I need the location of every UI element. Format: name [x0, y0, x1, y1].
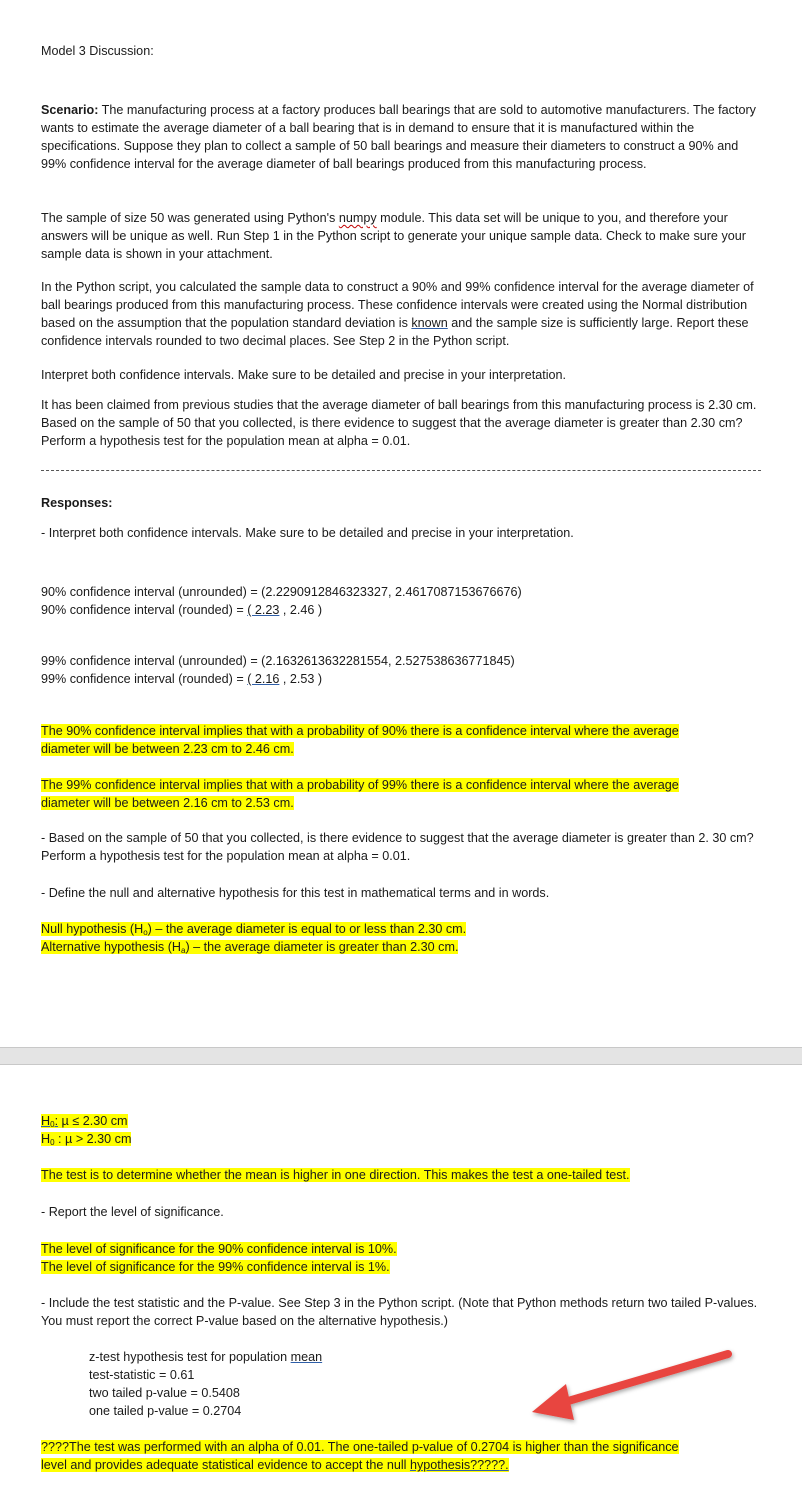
annotation-arrow-icon: [520, 1340, 740, 1430]
ci90-rounded-rest: , 2.46 ): [279, 603, 323, 617]
question-test-statistic: - Include the test statistic and the P-value. See Step 3 in the Python script. (Note that Python methods return two tailed P-values. You must report the correct P-value based on the alternative hypothesis.): [41, 1296, 758, 1328]
claim-paragraph: It has been claimed from previous studies that the average diameter of ball bearings from this manufacturing process is 2.30 cm. Based on the sample of 50 that you collected, is there evidence to suggest that the average diameter is greater than 2.30 cm? Perform a hypothesis test for the population mean at alpha = 0.01.: [41, 398, 757, 448]
ci99-rounded-rest: , 2.53 ): [279, 672, 323, 686]
question-evidence: - Based on the sample of 50 that you collected, is there evidence to suggest that the average diameter is greater than 2. 30 cm? Perform a hypothesis test for the population mean at alpha = 0.01.: [41, 831, 754, 863]
ci90-rounded-low: ( 2.23: [247, 603, 280, 617]
significance-answer: [41, 1240, 761, 1276]
z-test-title: z-test hypothesis test for population mean: [89, 1350, 323, 1364]
sig99-line: The level of significance for the 99% confidence interval is 1%.: [41, 1260, 390, 1274]
doc-heading: Model 3 Discussion:: [41, 44, 154, 58]
script-text-a: In the Python script, you calculated the sample data to construct a 90% and 99% confidence interval for the average diameter of ball bearings produced from this manufacturing process. These confidence intervals were created using the Normal distribution based on the assumption that the population standard deviation is: [41, 280, 754, 330]
ci90-unrounded: 90% confidence interval (unrounded) = (2.2290912846323327, 2.4617087153676676): [41, 585, 522, 599]
scenario-paragraph: [41, 101, 761, 173]
numpy-word: numpy: [338, 211, 377, 225]
sample-text-b: module. This data set will be unique to you, and therefore your answers will be unique as well. Run Step 1 in the Python script to generate your unique sample data. Check to make sure your sample data is shown in your attachment.: [41, 211, 746, 261]
interp90-paragraph: [41, 722, 761, 758]
interpret-paragraph: Interpret both confidence intervals. Make sure to be detailed and precise in your interpretation.: [41, 368, 567, 382]
scenario-label: Scenario:: [41, 103, 99, 117]
interp99-paragraph: [41, 776, 761, 812]
interp90-line1: The 90% confidence interval implies that with a probability of 90% there is a confidence interval where the average: [41, 724, 679, 738]
question-interpret: - Interpret both confidence intervals. Make sure to be detailed and precise in your interpretation.: [41, 526, 574, 540]
null-hypothesis-words: Null hypothesis $(H_o)$ – the average diameter is equal to or less than 2.30 cm.: [41, 922, 467, 937]
page-break: [0, 1047, 802, 1065]
conclusion-paragraph: [41, 1438, 761, 1474]
sample-paragraph: [41, 209, 761, 263]
scenario-text: The manufacturing process at a factory produces ball bearings that are sold to automotive manufacturers. The factory wants to estimate the average diameter of a ball bearing that is in demand to ensure that it is manufactured within the specifications. Suppose they plan to collect a sample of 50 ball bearings and measure their diameters to construct a 90% and 99% confidence interval for the average diameter of ball bearings produced from this manufacturing process.: [41, 103, 756, 171]
ci99-block: [41, 652, 761, 688]
sample-text-a: The sample of size 50 was generated using Python's: [41, 211, 339, 225]
responses-label: Responses:: [41, 496, 113, 510]
responses-heading: [41, 494, 761, 512]
ci99-rounded-prefix: 99% confidence interval (rounded) =: [41, 672, 248, 686]
question-define-hypothesis: - Define the null and alternative hypothesis for this test in mathematical terms and in words.: [41, 886, 550, 900]
ci99-rounded: [41, 672, 322, 686]
interp90-line2: diameter will be between 2.23 cm to 2.46 cm.: [41, 742, 294, 756]
hypothesis-math: [41, 1112, 761, 1148]
hypothesis-words: [41, 920, 761, 956]
z-test-output: [89, 1348, 489, 1420]
script-paragraph: [41, 278, 761, 350]
alt-hypothesis-math: $H_0$ : µ > 2.30 cm: [41, 1132, 132, 1147]
interp99-line2: diameter will be between 2.16 cm to 2.53 cm.: [41, 796, 294, 810]
conclusion-line2: level and provides adequate statistical evidence to accept the null hypothesis?????.: [41, 1458, 509, 1472]
script-text-b: and the sample size is sufficiently large. Report these confidence intervals rounded to two decimal places. See Step 2 in the Python script.: [41, 316, 749, 348]
ci99-unrounded: 99% confidence interval (unrounded) = (2.1632613632281554, 2.527538636771845): [41, 654, 515, 668]
one-tailed-statement: The test is to determine whether the mean is higher in one direction. This makes the test a one-tailed test.: [41, 1168, 630, 1182]
sig90-line: The level of significance for the 90% confidence interval is 10%.: [41, 1242, 397, 1256]
null-hypothesis-math: $H_0$: µ ≤ 2.30 cm: [41, 1114, 128, 1129]
interp99-line1: The 99% confidence interval implies that with a probability of 99% there is a confidence interval where the average: [41, 778, 679, 792]
one-tailed-p: one tailed p-value = 0.2704: [89, 1404, 242, 1418]
ci90-rounded: [41, 603, 322, 617]
known-word: known: [411, 316, 448, 330]
ci90-block: [41, 583, 761, 619]
section-divider: [41, 470, 761, 471]
alt-hypothesis-words: Alternative hypothesis $(H_a)$ – the average diameter is greater than 2.30 cm.: [41, 940, 459, 955]
two-tailed-p: two tailed p-value = 0.5408: [89, 1386, 240, 1400]
question-significance: - Report the level of significance.: [41, 1205, 224, 1219]
conclusion-line1: ????The test was performed with an alpha of 0.01. The one-tailed p-value of 0.2704 is higher than the significance: [41, 1440, 679, 1454]
ci90-rounded-prefix: 90% confidence interval (rounded) =: [41, 603, 248, 617]
test-statistic: test-statistic = 0.61: [89, 1368, 195, 1382]
ci99-rounded-low: ( 2.16: [247, 672, 280, 686]
